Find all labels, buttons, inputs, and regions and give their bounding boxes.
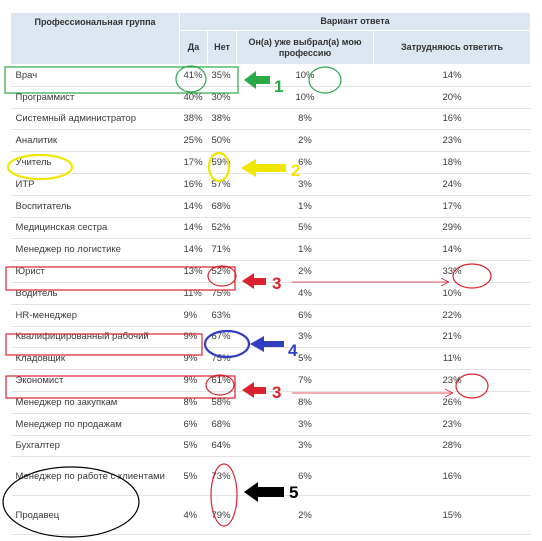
no-cell: 58%: [208, 391, 237, 413]
chose-cell: 3%: [237, 435, 374, 457]
yes-cell: 14%: [180, 239, 208, 261]
unsure-cell: 15%: [374, 496, 531, 535]
arrow-2-icon: [241, 159, 286, 177]
chose-cell: 3%: [237, 173, 374, 195]
arrow-5-icon: [244, 482, 284, 502]
circle-lawyer-no: [208, 266, 236, 286]
profession-cell: HR-менеджер: [11, 304, 180, 326]
no-cell: 59%: [208, 152, 237, 174]
yes-cell: 8%: [180, 391, 208, 413]
no-cell: 61%: [208, 370, 237, 392]
no-cell: 67%: [208, 326, 237, 348]
yes-cell: 9%: [180, 304, 208, 326]
no-cell: 63%: [208, 304, 237, 326]
header-unsure: Затрудняюсь ответить: [374, 31, 531, 65]
label-2: 2: [291, 161, 301, 180]
unsure-cell: 10%: [374, 282, 531, 304]
chose-cell: 6%: [237, 304, 374, 326]
chose-cell: 2%: [237, 261, 374, 283]
profession-cell: Кладовщик: [11, 348, 180, 370]
chose-cell: 5%: [237, 217, 374, 239]
yes-cell: 9%: [180, 370, 208, 392]
no-cell: 79%: [208, 496, 237, 535]
header-answer: Вариант ответа: [180, 13, 531, 31]
unsure-cell: 23%: [374, 413, 531, 435]
yes-cell: 9%: [180, 348, 208, 370]
profession-cell: Врач: [11, 65, 180, 87]
chose-cell: 6%: [237, 152, 374, 174]
circle-economist-no: [206, 375, 234, 395]
profession-cell: Системный администратор: [11, 108, 180, 130]
unsure-cell: 16%: [374, 108, 531, 130]
unsure-cell: 16%: [374, 457, 531, 496]
no-cell: 75%: [208, 348, 237, 370]
highlight-box-lawyer: [6, 267, 235, 290]
chose-cell: 4%: [237, 282, 374, 304]
unsure-cell: 22%: [374, 304, 531, 326]
unsure-cell: 26%: [374, 391, 531, 413]
circle-bottom-groups: [3, 467, 139, 537]
profession-cell: ИТР: [11, 173, 180, 195]
yes-cell: 11%: [180, 282, 208, 304]
chose-cell: 5%: [237, 348, 374, 370]
arrow-3b-icon: [242, 382, 266, 398]
yes-cell: 5%: [180, 457, 208, 496]
no-cell: 73%: [208, 457, 237, 496]
unsure-cell: 23%: [374, 370, 531, 392]
header-group: Профессиональная группа: [11, 13, 180, 65]
no-cell: 68%: [208, 195, 237, 217]
yes-cell: 17%: [180, 152, 208, 174]
arrow-1-icon: [244, 71, 270, 89]
profession-cell: Воспитатель: [11, 195, 180, 217]
unsure-cell: 14%: [374, 65, 531, 87]
label-5: 5: [289, 483, 299, 502]
label-1: 1: [274, 77, 284, 96]
chose-cell: 3%: [237, 413, 374, 435]
unsure-cell: 24%: [374, 173, 531, 195]
chose-cell: 6%: [237, 457, 374, 496]
profession-cell: Квалифицированный рабочий: [11, 326, 180, 348]
no-cell: 30%: [208, 86, 237, 108]
arrow-3a-icon: [242, 273, 266, 289]
no-cell: 71%: [208, 239, 237, 261]
circle-doctor-yes: [176, 66, 206, 92]
no-cell: 52%: [208, 261, 237, 283]
profession-cell: Аналитик: [11, 130, 180, 152]
yes-cell: 13%: [180, 261, 208, 283]
profession-cell: Менеджер по логистике: [11, 239, 180, 261]
no-cell: 35%: [208, 65, 237, 87]
unsure-cell: 33%: [374, 261, 531, 283]
profession-cell: Продавец: [11, 496, 180, 535]
yes-cell: 6%: [180, 413, 208, 435]
label-3b: 3: [272, 383, 282, 402]
yes-cell: 14%: [180, 217, 208, 239]
unsure-cell: 23%: [374, 130, 531, 152]
no-cell: 75%: [208, 282, 237, 304]
profession-cell: Учитель: [11, 152, 180, 174]
unsure-cell: 18%: [374, 152, 531, 174]
chose-cell: 2%: [237, 130, 374, 152]
circle-skilled-worker-no: [205, 331, 249, 357]
header-yes: Да: [180, 31, 208, 65]
no-cell: 64%: [208, 435, 237, 457]
chose-cell: 10%: [237, 65, 374, 87]
circle-bottom-no: [211, 464, 237, 526]
chose-cell: 1%: [237, 195, 374, 217]
profession-cell: Менеджер по продажам: [11, 413, 180, 435]
yes-cell: 38%: [180, 108, 208, 130]
unsure-cell: 17%: [374, 195, 531, 217]
chose-cell: 8%: [237, 108, 374, 130]
unsure-cell: 20%: [374, 86, 531, 108]
no-cell: 57%: [208, 173, 237, 195]
profession-cell: Юрист: [11, 261, 180, 283]
unsure-cell: 21%: [374, 326, 531, 348]
yes-cell: 16%: [180, 173, 208, 195]
no-cell: 52%: [208, 217, 237, 239]
chose-cell: 7%: [237, 370, 374, 392]
profession-cell: Экономист: [11, 370, 180, 392]
no-cell: 38%: [208, 108, 237, 130]
label-3a: 3: [272, 274, 282, 293]
unsure-cell: 11%: [374, 348, 531, 370]
profession-cell: Водитель: [11, 282, 180, 304]
chose-cell: 1%: [237, 239, 374, 261]
chose-cell: 8%: [237, 391, 374, 413]
profession-cell: Медицинская сестра: [11, 217, 180, 239]
profession-cell: Бухгалтер: [11, 435, 180, 457]
chose-cell: 10%: [237, 86, 374, 108]
highlight-box-skilled-worker: [6, 334, 202, 355]
label-4: 4: [288, 341, 298, 360]
unsure-cell: 28%: [374, 435, 531, 457]
profession-cell: Программист: [11, 86, 180, 108]
arrow-4-icon: [250, 336, 284, 352]
unsure-cell: 29%: [374, 217, 531, 239]
yes-cell: 5%: [180, 435, 208, 457]
unsure-cell: 14%: [374, 239, 531, 261]
yes-cell: 14%: [180, 195, 208, 217]
yes-cell: 41%: [180, 65, 208, 87]
circle-doctor-chose: [309, 67, 341, 93]
chose-cell: 3%: [237, 326, 374, 348]
yes-cell: 9%: [180, 326, 208, 348]
yes-cell: 4%: [180, 496, 208, 535]
profession-cell: Менеджер по закупкам: [11, 391, 180, 413]
yes-cell: 40%: [180, 86, 208, 108]
no-cell: 68%: [208, 413, 237, 435]
header-chose: Он(а) уже выбрал(а) мою профессию: [237, 31, 374, 65]
profession-cell: Менеджер по работе с клиентами: [11, 457, 180, 496]
highlight-box-economist: [6, 376, 235, 398]
circle-lawyer-unsure: [453, 264, 491, 288]
no-cell: 50%: [208, 130, 237, 152]
circle-economist-unsure: [456, 374, 488, 398]
circle-teacher-no: [209, 153, 229, 181]
chose-cell: 2%: [237, 496, 374, 535]
yes-cell: 25%: [180, 130, 208, 152]
header-no: Нет: [208, 31, 237, 65]
circle-teacher: [8, 155, 72, 179]
